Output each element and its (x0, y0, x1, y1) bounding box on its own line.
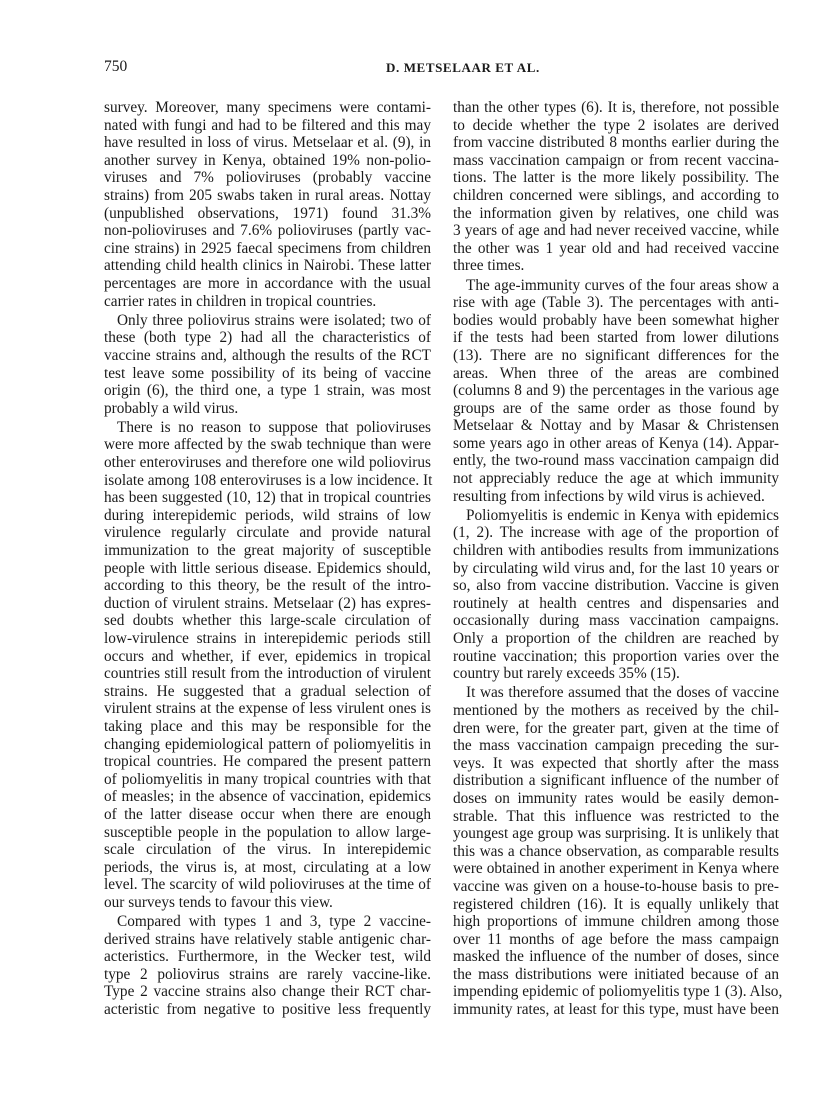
text-line: impending epidemic of poliomyelitis type 1 (3). Also, (453, 983, 783, 1001)
text-line: tropical countries. He compared the present pattern (104, 753, 431, 771)
text-line: changing epidemiological pattern of poliomyelitis in (104, 735, 431, 753)
text-line: masked the influence of the number of doses, since (453, 948, 779, 966)
text-line: type 2 poliovirus strains are rarely vaccine-like. (104, 965, 431, 983)
text-line: over 11 months of age before the mass campaign (453, 930, 779, 948)
text-line: cine strains) in 2925 faecal specimens from children (104, 239, 431, 257)
text-line: Only a proportion of the children are reached by (453, 630, 779, 647)
text-line: distribution a significant influence of the number of (453, 772, 779, 790)
running-head: D. METSELAAR ET AL. (386, 60, 540, 75)
text-line: not appreciably reduce the age at which immunity (453, 470, 779, 488)
text-line: (unpublished observations, 1971) found 31.3% (104, 204, 431, 222)
text-line: another survey in Kenya, obtained 19% non-polio- (104, 151, 431, 169)
text-line: the other was 1 year old and had received vaccine (453, 239, 779, 257)
text-line: of measles; in the absence of vaccination, epidemics (104, 788, 431, 806)
text-line: the mass distributions were initiated because of an (453, 965, 779, 983)
text-line: veys. It was expected that shortly after the mass (453, 754, 779, 772)
text-line: non-polioviruses and 7.6% polioviruses (partly vac- (104, 222, 431, 240)
text-line: Type 2 vaccine strains also change their RCT char- (104, 983, 431, 1001)
text-line: acteristics. Furthermore, in the Wecker test, wild (104, 948, 431, 966)
text-line: to decide whether the type 2 isolates are derived (453, 116, 779, 134)
text-line: isolate among 108 enteroviruses is a low incidence. It (104, 471, 433, 489)
text-line: other enteroviruses and therefore one wild poliovirus (104, 454, 431, 472)
paragraph (104, 913, 431, 1019)
paragraph (453, 277, 779, 506)
text-line: survey. Moreover, many specimens were contami- (104, 99, 431, 116)
text-line: resulting from infections by wild virus is achieved. (453, 487, 765, 505)
text-line: strains. He suggested that a gradual selection of (104, 682, 431, 700)
text-line: by circulating wild virus and, for the last 10 years or (453, 559, 779, 577)
text-line: bodies would probably have been somewhat higher (453, 311, 779, 329)
text-line: virulent strains at the expense of less virulent ones is (104, 700, 431, 718)
text-line: registered children (16). It is equally unlikely that (453, 895, 779, 913)
text-line: immunization to the great majority of susceptible (104, 542, 431, 560)
paragraph (453, 99, 779, 275)
text-line: nated with fungi and had to be filtered and this may (104, 116, 431, 134)
text-line: dren were, for the greater part, given at the time of (453, 719, 779, 737)
text-line: duction of virulent strains. Metselaar (2) has expres- (104, 594, 431, 612)
text-line: percentages are more in accordance with the usual (104, 274, 431, 292)
text-line: doses on immunity rates would be easily demon- (453, 789, 779, 807)
text-line: than the other types (6). It is, therefore, not possible (453, 99, 779, 116)
paragraph (453, 684, 783, 1019)
text-line: susceptible people in the population to allow large- (104, 823, 431, 841)
text-line: this was a chance observation, as comparable results (453, 842, 779, 860)
text-line: youngest age group was surprising. It is unlikely that (453, 825, 779, 843)
text-line: children with antibodies results from immunizations (453, 542, 779, 560)
text-line: people with little serious disease. Epidemics should, (104, 559, 431, 577)
text-line: test leave some possibility of its being of vaccine (104, 364, 431, 382)
text-line: strains) from 205 swabs taken in rural areas. Nottay (104, 186, 431, 204)
right-column (453, 99, 783, 1020)
text-line: immunity rates, at least for this type, must have been (453, 1001, 779, 1019)
left-column (104, 99, 431, 1020)
text-line: routine vaccination; this proportion varies over the (453, 647, 779, 665)
text-line: low-virulence strains in interepidemic periods still (104, 630, 431, 647)
text-line: strable. That this influence was restricted to the (453, 807, 779, 825)
text-line: groups are of the same order as those found by (453, 399, 779, 417)
text-line: Compared with types 1 and 3, type 2 vaccine- (117, 913, 431, 931)
text-line: viruses and 7% polioviruses (probably vaccine (104, 169, 431, 187)
text-line: routinely at health centres and dispensaries and (453, 594, 779, 612)
text-line: three times. (453, 257, 525, 275)
text-line: It was therefore assumed that the doses of vaccine (466, 684, 779, 702)
text-line: derived strains have relatively stable antigenic char- (104, 930, 431, 948)
text-line: these (both type 2) had all the characteristics of (104, 329, 431, 347)
text-line: areas. When three of the areas are combined (453, 364, 779, 382)
text-line: Poliomyelitis is endemic in Kenya with epidemics (466, 506, 779, 524)
text-line: scale circulation of the virus. In interepidemic (104, 841, 431, 859)
text-line: were more affected by the swab technique than were (104, 436, 431, 454)
text-line: according to this theory, be the result of the intro- (104, 577, 431, 595)
text-line: so, also from vaccine distribution. Vaccine is given (453, 577, 779, 595)
text-line: vaccine strains and, although the results of the RCT (104, 346, 431, 364)
text-line: origin (6), the third one, a type 1 strain, was most (104, 382, 431, 400)
text-line: some years ago in other areas of Kenya (14). Appar- (453, 434, 779, 452)
text-line: high proportions of immune children among those (453, 913, 779, 931)
text-line: countries still result from the introduction of virulent (104, 665, 431, 683)
text-line: taking place and this may be responsible for the (104, 717, 431, 735)
text-line: Only three poliovirus strains were isolated; two of (117, 311, 431, 329)
text-line: carrier rates in children in tropical countries. (104, 292, 377, 310)
text-line: country but rarely exceeds 35% (15). (453, 665, 680, 683)
paragraph (104, 99, 431, 310)
text-line: probably a wild virus. (104, 399, 239, 417)
text-line: from vaccine distributed 8 months earlier during the (453, 134, 779, 152)
text-line: (13). There are no significant differences for the (453, 346, 779, 364)
text-line: occurs and whether, if ever, epidemics in tropical (104, 647, 431, 665)
text-line: The age-immunity curves of the four areas show a (466, 276, 779, 294)
text-line: the information given by relatives, one child was (453, 204, 779, 222)
text-line: Metselaar & Nottay and by Masar & Christensen (453, 417, 779, 435)
text-line: There is no reason to suppose that polioviruses (117, 418, 431, 436)
text-line: periods, the virus is, at most, circulating at a low (104, 858, 431, 876)
text-line: mass vaccination campaign or from recent vaccina- (453, 151, 779, 169)
text-line: during interepidemic periods, wild strains of low (104, 506, 431, 524)
page-number: 750 (104, 58, 128, 75)
text-line: sed doubts whether this large-scale circulation of (104, 612, 431, 630)
text-line: level. The scarcity of wild polioviruses at the time of (104, 876, 431, 894)
text-line: ently, the two-round mass vaccination campaign did (453, 452, 779, 470)
text-line: tions. The latter is the more likely possibility. The (453, 169, 779, 187)
text-line: of the latter disease occur when there are enough (104, 805, 431, 823)
text-line: of poliomyelitis in many tropical countries with that (104, 770, 431, 788)
text-line: mentioned by the mothers as received by the chil- (453, 701, 779, 719)
text-line: occasionally during mass vaccination campaigns. (453, 612, 779, 630)
text-line: vaccine was given on a house-to-house basis to pre- (453, 877, 779, 895)
text-line: rise with age (Table 3). The percentages with anti- (453, 294, 779, 312)
text-line: virulence regularly circulate and provide natural (104, 524, 431, 542)
paragraph (104, 312, 431, 418)
text-line: were obtained in another experiment in Kenya where (453, 860, 779, 878)
text-line: our surveys tends to favour this view. (104, 893, 333, 911)
text-line: (1, 2). The increase with age of the proportion of (453, 524, 779, 542)
text-line: children concerned were siblings, and according to (453, 186, 779, 204)
paragraph (453, 507, 779, 683)
text-line: (columns 8 and 9) the percentages in the various age (453, 382, 779, 400)
text-line: acteristic from negative to positive less frequently (104, 1001, 431, 1019)
text-line: the mass vaccination campaign preceding the sur- (453, 737, 779, 755)
text-line: attending child health clinics in Nairobi. These latter (104, 257, 431, 275)
paragraph (104, 419, 431, 912)
text-line: have resulted in loss of virus. Metselaar et al. (9), in (104, 134, 431, 152)
text-line: 3 years of age and had never received vaccine, while (453, 222, 779, 240)
text-line: if the tests had been started from lower dilutions (453, 329, 779, 347)
text-line: has been suggested (10, 12) that in tropical countries (104, 489, 431, 507)
